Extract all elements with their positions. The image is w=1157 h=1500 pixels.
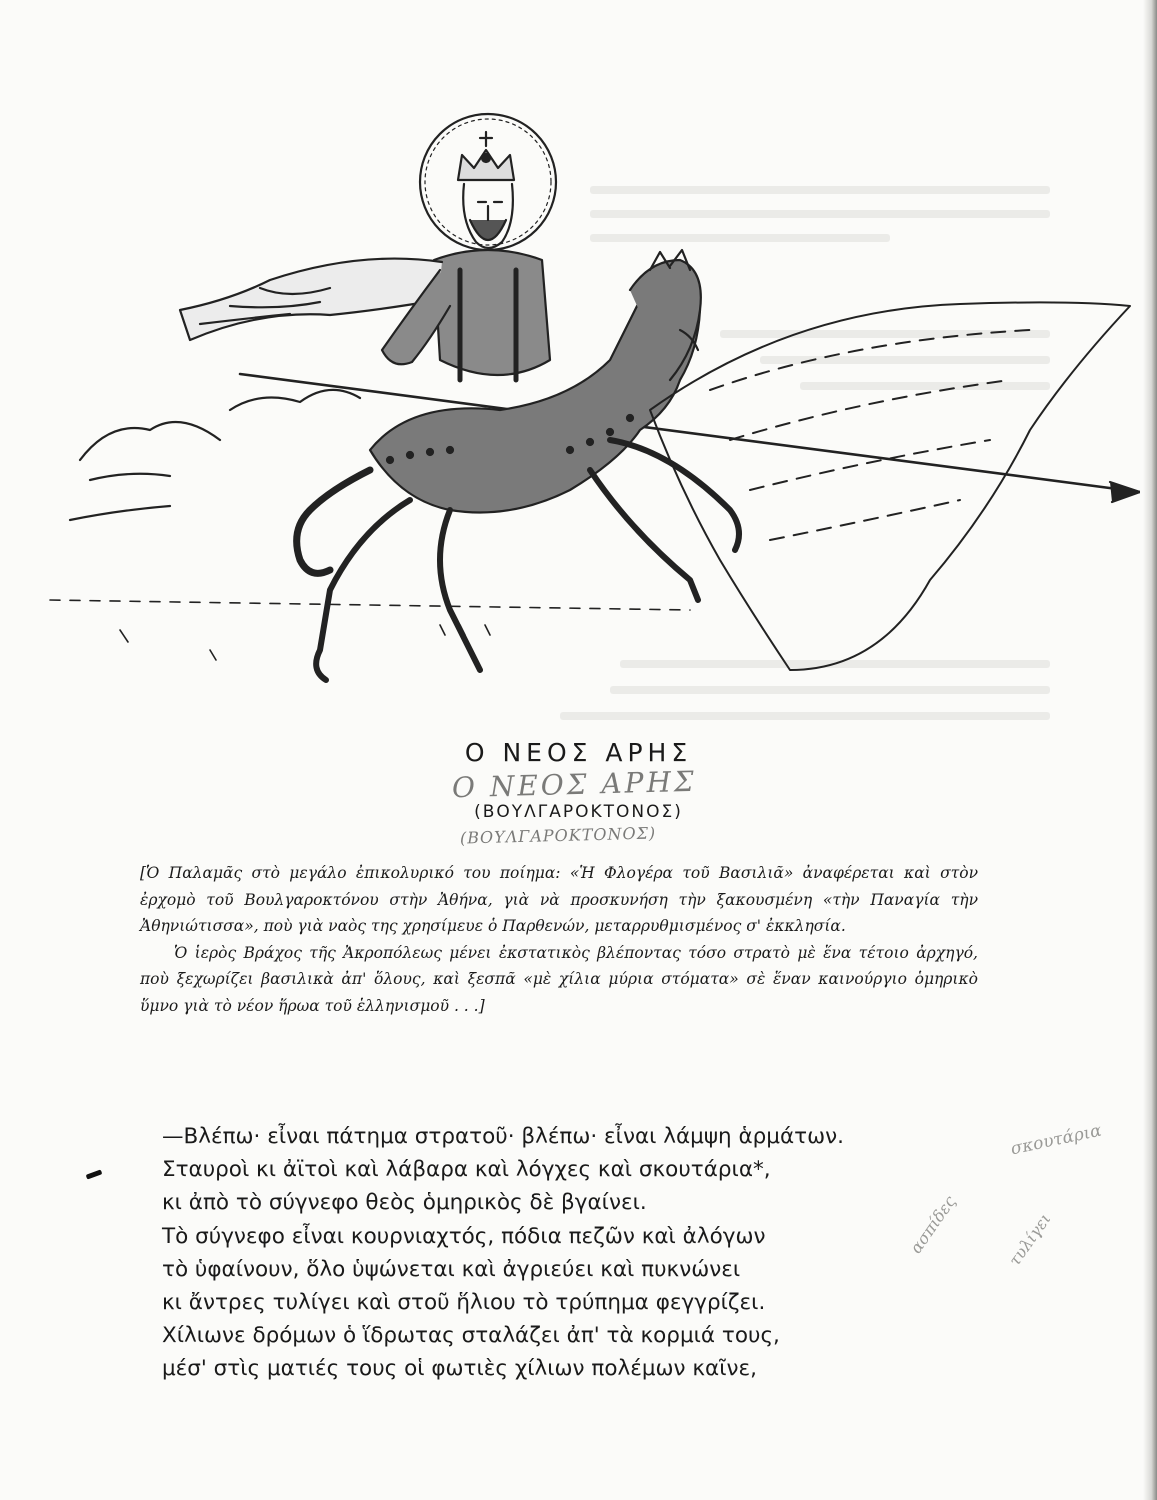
intro-note bbox=[140, 860, 978, 1019]
horse-tail bbox=[297, 470, 370, 573]
ground-line bbox=[50, 600, 690, 610]
margin-dash-mark bbox=[86, 1169, 103, 1179]
poem-line: Σταυροὶ κι ἀϊτοὶ καὶ λάβαρα καὶ λόγχες καὶ σκουτάρια*, bbox=[162, 1157, 771, 1183]
poem-line: Χίλιωνε δρόμων ὁ ἵδρωτας σταλάζει ἀπ' τὰ κορμιά τους, bbox=[162, 1323, 780, 1349]
margin-note: τυλίγει bbox=[1004, 1209, 1055, 1270]
poem-line: Τὸ σύγνεφο εἶναι κουρνιαχτός, πόδια πεζῶν καὶ ἀλόγων bbox=[162, 1223, 766, 1249]
handwritten-title-note: Ο ΝΕΟΣ ΑΡΗΣ bbox=[451, 764, 698, 805]
intro-paragraph: Ὁ ἱερὸς Βράχος τῆς Ἀκροπόλεως μένει ἐκστατικὸς βλέποντας τόσο στρατὸ μὲ ἕνα τέτοιο ἀρχηγό, ποὺ ξεχωρίζει βασιλικὰ ἀπ' ὅλους, καὶ ξεσπᾶ «μὲ χίλια μύρια στόματα» σὲ ἕναν καινούργιο ὁμηρικὸ ὕμνο γιὰ τὸ νέον ἥρωα τοῦ ἑλληνισμοῦ . . .] bbox=[140, 943, 978, 1015]
handwritten-subtitle-note: (ΒΟΥΛΓΑΡΟΚΤΟΝΟΣ) bbox=[459, 823, 657, 848]
intro-paragraph: [Ὁ Παλαμᾶς στὸ μεγάλο ἐπικολυρικό του ποίημα: «Ἡ Φλογέρα τοῦ Βασιλιᾶ» ἀναφέρεται καὶ στὸν ἐρχομὸ τοῦ Βουλγαροκτόνου στὴν Ἀθήνα, γιὰ νὰ προσκυνήση τὴν ξακουσμένη «τὴν Παναγία τὴν Ἀθηνιώτισσα», ποὺ γιὰ ναὸς της χρησίμευε ὁ Παρθενών, μεταρρυθμισμένος σ' ἐκκλησία. bbox=[140, 864, 978, 935]
hills bbox=[70, 422, 220, 520]
poem-line: μέσ' στὶς ματιές τους οἱ φωτιὲς χίλιων πολέμων καῖνε, bbox=[162, 1356, 757, 1382]
horse-hind-leg bbox=[316, 500, 410, 680]
poem-title: Ο ΝΕΟΣ ΑΡΗΣ bbox=[464, 738, 693, 767]
banner bbox=[650, 302, 1130, 670]
margin-note: ασπίδες bbox=[906, 1192, 960, 1257]
poem-line: —Βλέπω· εἶναι πάτημα στρατοῦ· βλέπω· εἶναι λάμψη ἁρμάτων. bbox=[162, 1124, 844, 1149]
horseman-illustration bbox=[30, 110, 1140, 710]
poem-line: τὸ ὑφαίνουν, ὅλο ὑψώνεται καὶ ἀγριεύει καὶ πυκνώνει bbox=[162, 1256, 741, 1282]
horse-front-leg bbox=[610, 440, 739, 550]
poem-line: κι ἀπὸ τὸ σύγνεφο θεὸς ὁμηρικὸς δὲ βγαίνει. bbox=[162, 1190, 647, 1216]
margin-note: σκουτάρια bbox=[1008, 1120, 1104, 1160]
poem-body bbox=[162, 1120, 1042, 1386]
rider-body bbox=[434, 250, 550, 375]
poem-subtitle: (ΒΟΥΛΓΑΡΟΚΤΟΝΟΣ) bbox=[474, 802, 683, 822]
poem-line: κι ἄντρες τυλίγει καὶ στοῦ ἥλιου τὸ τρύπημα φεγγρίζει. bbox=[162, 1290, 766, 1316]
